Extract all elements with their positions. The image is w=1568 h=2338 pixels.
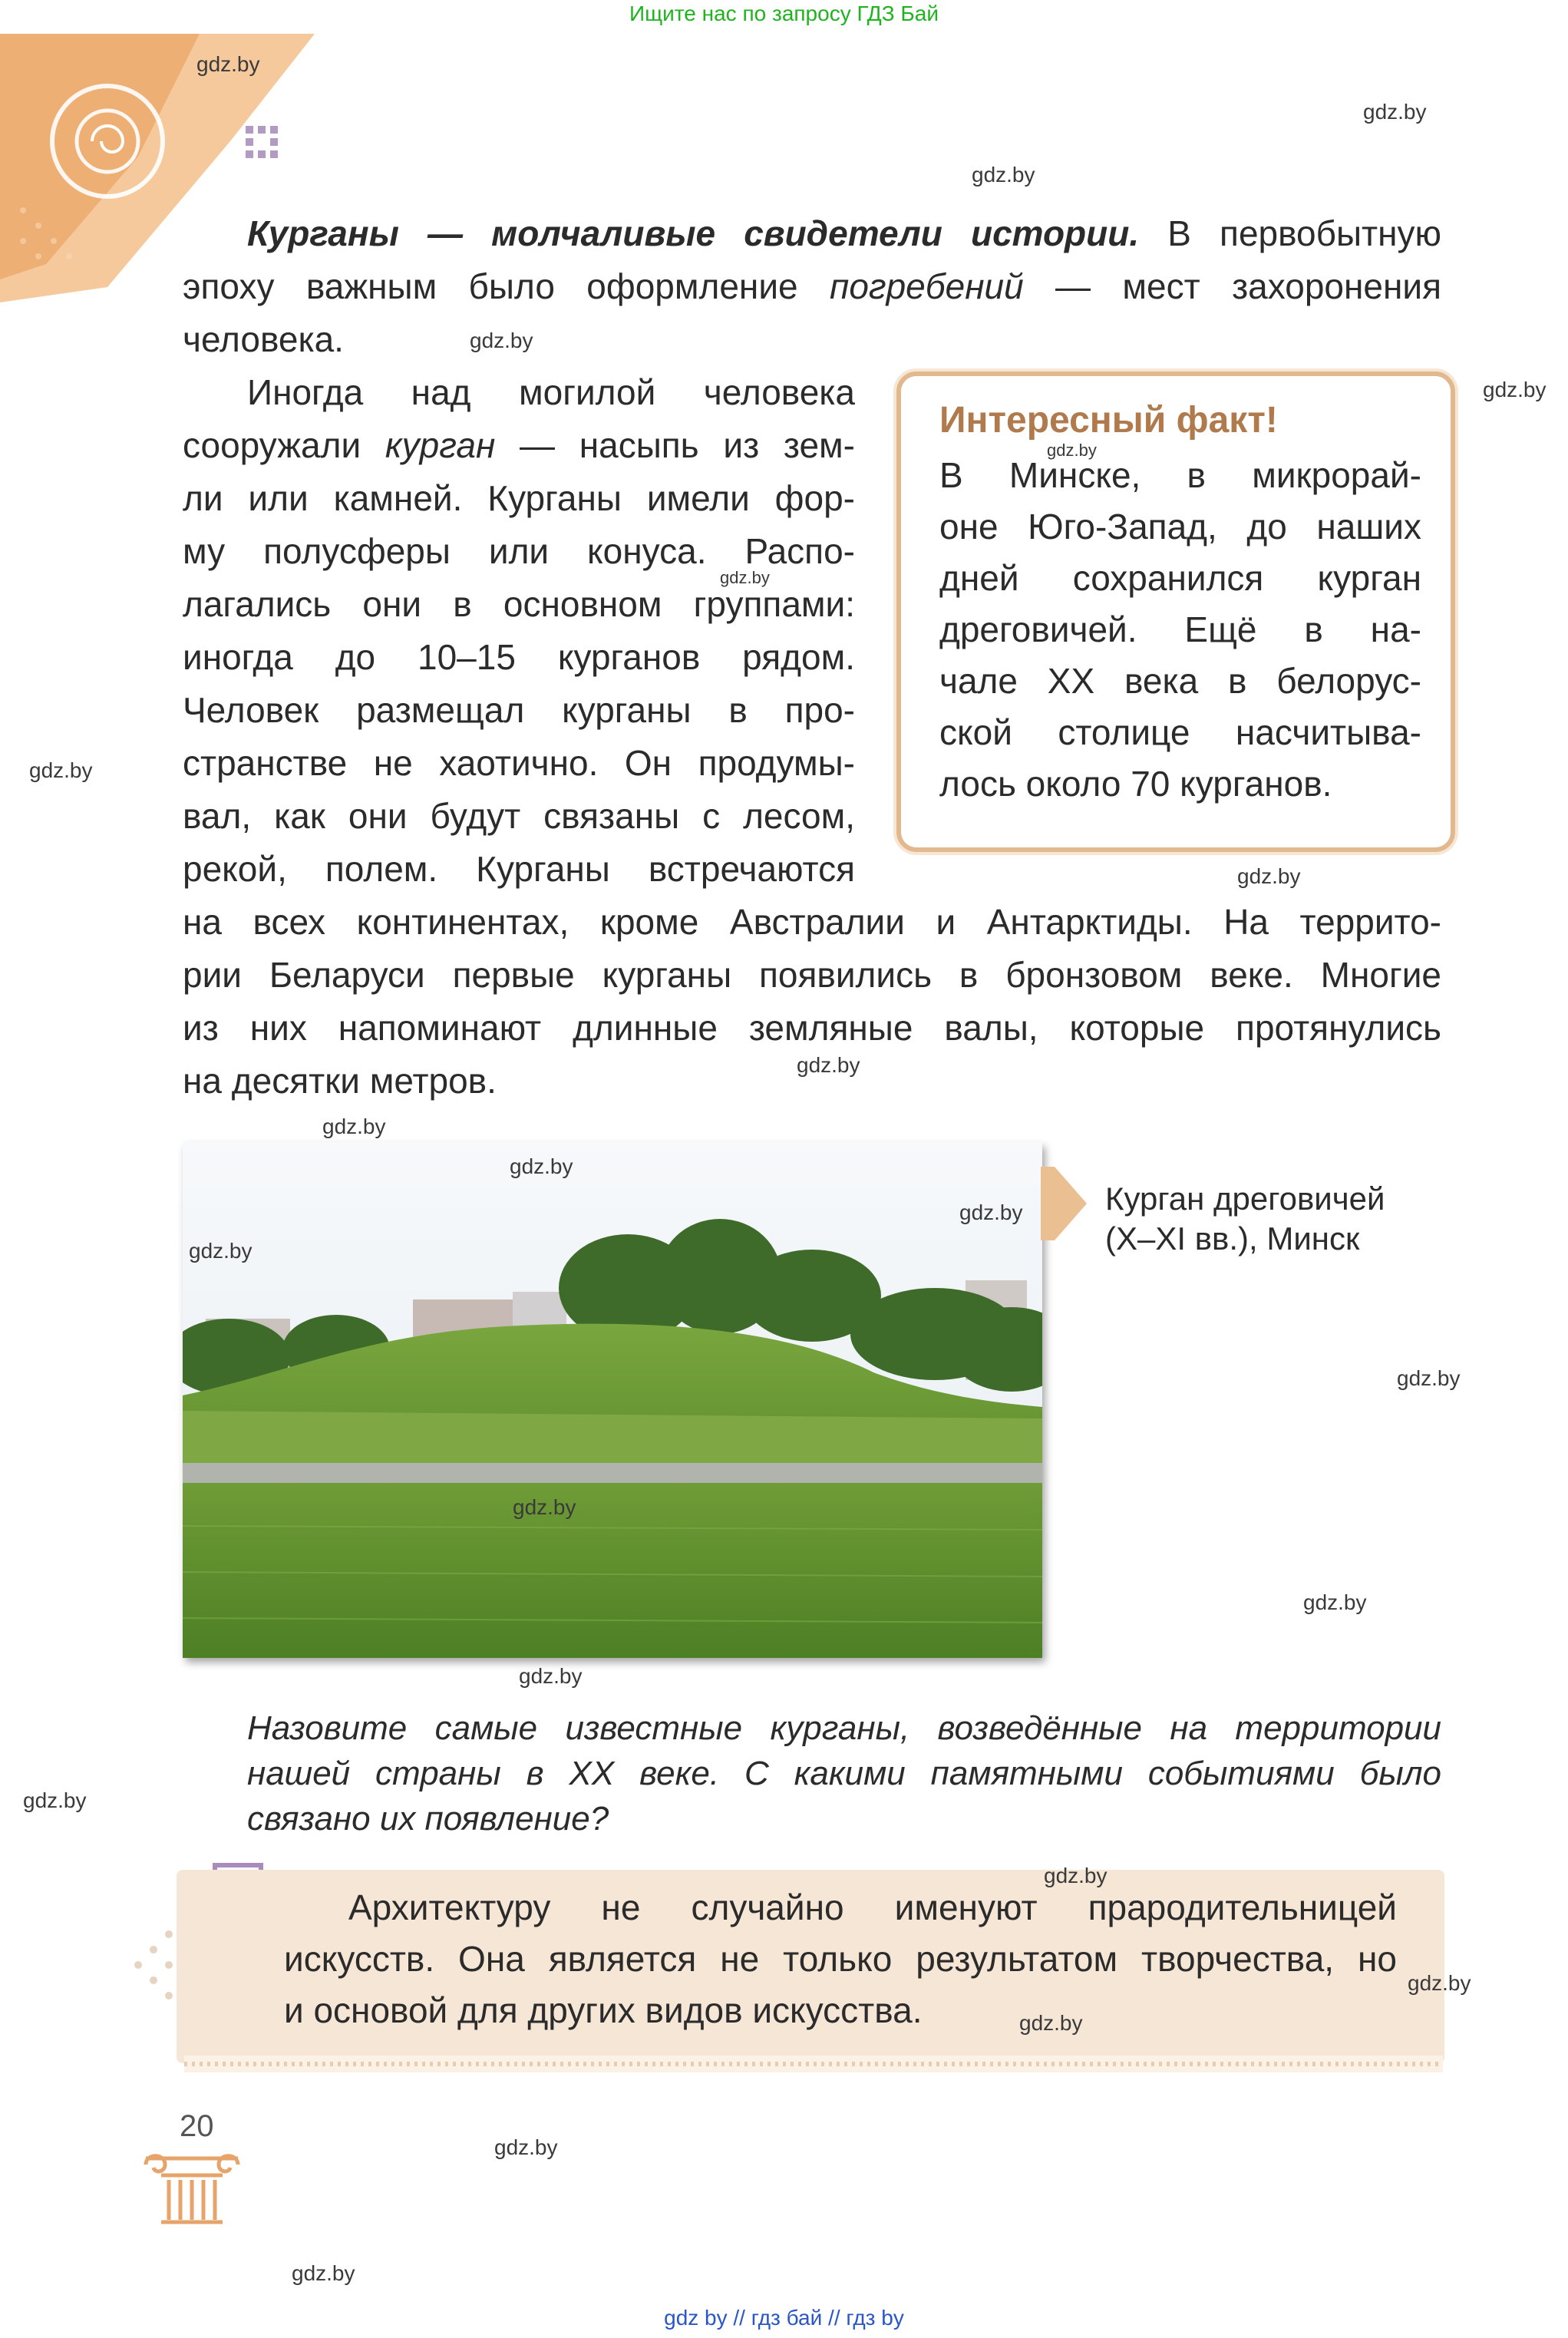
banner-text: Архитектуру не случайно именуют прародительницей искусств. Она является не только результатом творчества, но и основой для других видов искусства.: [284, 1887, 1397, 2030]
watermark: gdz.by: [1397, 1366, 1461, 1390]
watermark: gdz.by: [29, 758, 93, 782]
watermark: gdz.by: [797, 1053, 860, 1077]
watermark: gdz.by: [1047, 441, 1097, 460]
watermark: gdz.by: [720, 568, 770, 587]
watermark: gdz.by: [322, 1115, 386, 1138]
interesting-fact-box: [896, 372, 1455, 852]
watermark: gdz.by: [1408, 1971, 1471, 1995]
kurgan-landscape-image: [183, 1142, 1042, 1658]
watermark: gdz.by: [513, 1495, 576, 1519]
photo-caption: Курган дреговичей (X–XI вв.), Минск: [1105, 1181, 1385, 1257]
fact-title: Интересный факт!: [939, 400, 1278, 441]
watermark: gdz.by: [959, 1200, 1023, 1224]
watermark: gdz.by: [1363, 100, 1427, 124]
watermark: gdz.by: [1019, 2011, 1083, 2035]
watermark: gdz.by: [519, 1664, 583, 1688]
watermark: gdz.by: [510, 1154, 573, 1178]
watermark: gdz.by: [1044, 1864, 1108, 1887]
watermark: gdz.by: [494, 2135, 558, 2159]
watermark: gdz.by: [470, 329, 533, 352]
intro-heading: Курганы — молчаливые свидетели истории.: [247, 213, 1140, 253]
body-paragraph: Иногда над могилой человека сооружали курган — насыпь из зем- ли или камней. Курганы имели фор- му полусферы или конуса. Распо- лагались они в основном группами: иногда до 10–15 курганов рядом. Человек размещал курганы в про- странстве не хаотично. Он продумы- вал, как они будут связаны с лесом, рекой, полем. Курганы встречаются: [183, 372, 855, 889]
watermark: gdz.by: [292, 2261, 355, 2285]
page-number: 20: [180, 2109, 214, 2143]
fact-text: В Минске, в микрорай- оне Юго-Запад, до наших дней сохранился курган дреговичей. Ещё в на- чале XX века в белорус- ской столице насчитыва- лось около 70 курганов.: [939, 455, 1421, 804]
watermark: gdz.by: [1237, 864, 1301, 888]
question-text: Назовите самые известные курганы, возведённые на территории нашей страны в XX веке. С какими памятными событиями было связано их появление?: [247, 1709, 1441, 1838]
intro-paragraph: Курганы — молчаливые свидетели истории. В первобытную эпоху важным было оформление погребений — мест захоронения человека.: [183, 213, 1441, 359]
watermark: gdz.by: [196, 52, 260, 76]
banner-border-icon: [184, 2056, 1443, 2072]
column-capital-icon: [138, 2149, 246, 2226]
search-hint[interactable]: Ищите нас по запросу ГДЗ Бай: [629, 2, 939, 25]
watermark: gdz.by: [189, 1239, 253, 1263]
watermark: gdz.by: [1483, 378, 1547, 401]
watermark: gdz.by: [972, 163, 1035, 187]
caption-pointer-icon: [1041, 1167, 1087, 1240]
body-paragraph-continued: на всех континентах, кроме Австралии и Антарктиды. На террито- рии Беларуси первые курганы появились в бронзовом веке. Многие из них напоминают длинные земляные валы, которые протянулись на десятки метров.: [183, 902, 1441, 1101]
watermark: gdz.by: [1303, 1590, 1367, 1614]
footer-links[interactable]: gdz by // гдз бай // гдз by: [664, 2306, 904, 2330]
kurgan-photo: [183, 1142, 1042, 1658]
watermark: gdz.by: [23, 1788, 87, 1812]
